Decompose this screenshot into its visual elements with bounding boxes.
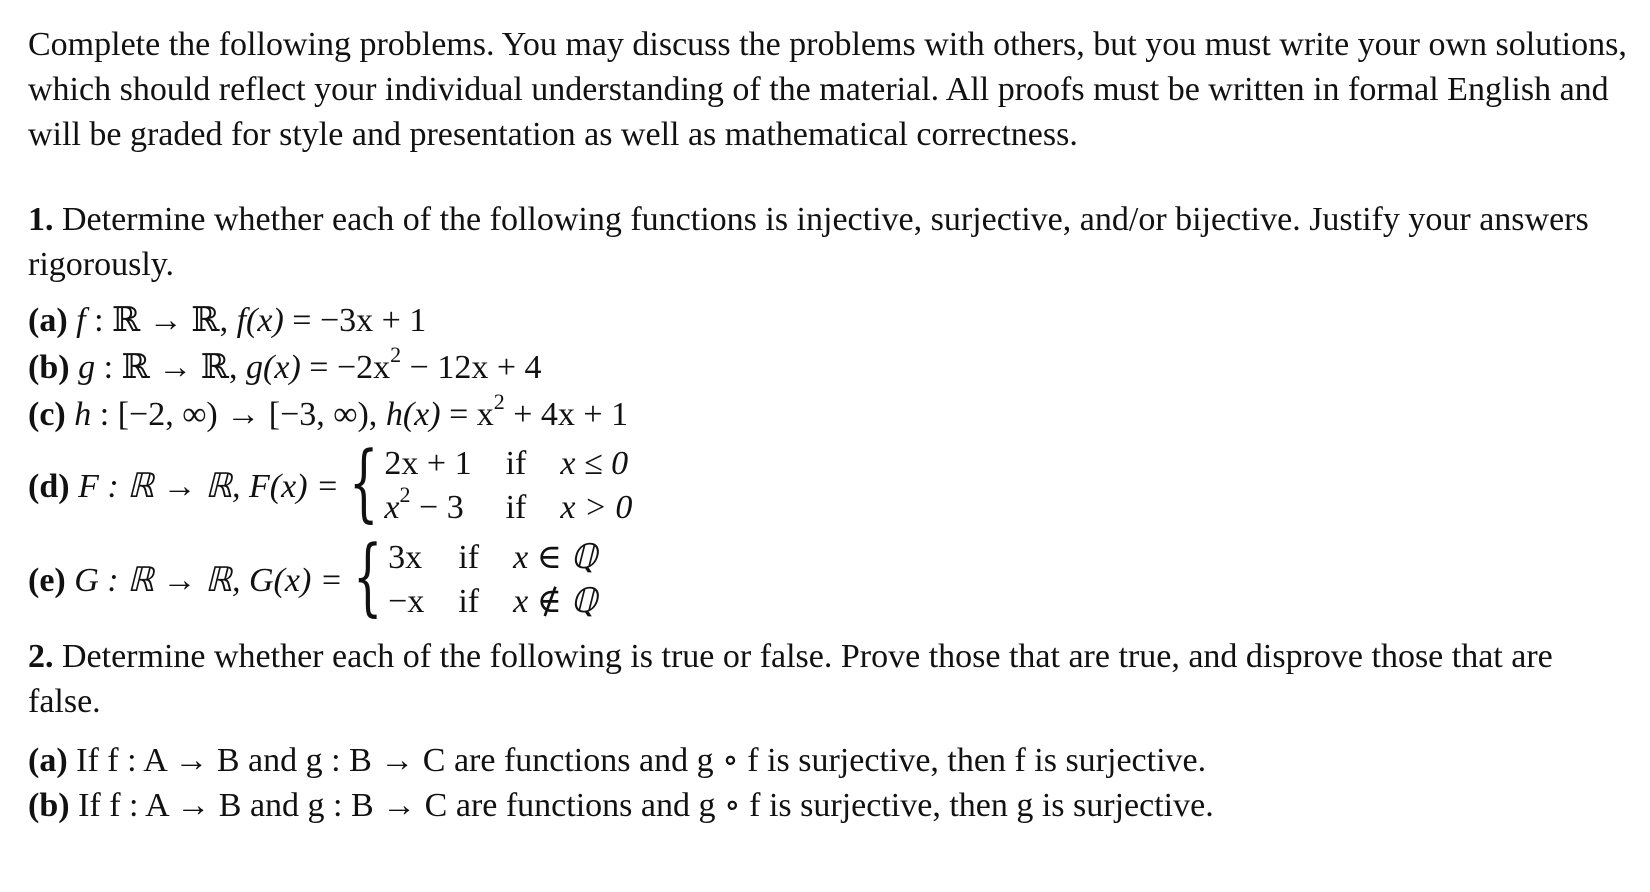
problem-1b-domain: : ℝ → ℝ, — [95, 349, 247, 386]
problem-1d-cases — [384, 442, 632, 530]
problem-1-text: Determine whether each of the following functions is injective, surjective, and/or bijective. Justify your answers rigorously. — [28, 201, 1589, 283]
problem-2b — [28, 783, 1628, 828]
problem-1d-case2-cond: x > 0 — [560, 489, 633, 526]
problem-1a-fname: f — [76, 302, 86, 339]
problem-2b-label: (b) — [28, 787, 70, 824]
problem-1c-exponent: 2 — [493, 388, 505, 414]
problem-1e-case1-cond: x ∈ ℚ — [513, 539, 598, 576]
problem-1c-hx: h(x) — [385, 396, 441, 433]
problem-1d-brace: { — [348, 433, 379, 531]
problem-2b-text: If f : A → B and g : B → C are functions and g ∘ f is surjective, then g is surjective. — [78, 787, 1214, 824]
problem-1e-head — [28, 560, 343, 600]
problem-1d-case2-base: x — [384, 489, 400, 526]
problem-2-text: Determine whether each of the following is true or false. Prove those that are true, and disprove those that are false. — [28, 638, 1553, 720]
problem-1d-label: (d) — [28, 468, 70, 505]
problem-1d-case1-if: if — [505, 445, 527, 482]
problem-1e-brace: { — [352, 527, 383, 625]
problem-1e-case2-if: if — [458, 583, 480, 620]
problem-1b-formula-2: − 12x + 4 — [401, 349, 542, 386]
problem-2a-label: (a) — [28, 742, 68, 779]
problem-1b-fname: g — [78, 349, 96, 386]
problem-1e — [28, 527, 1628, 625]
problem-1a-fx: f(x) — [236, 302, 284, 339]
problem-1e-cases — [388, 536, 597, 624]
problem-1d-definition: F : ℝ → ℝ, F(x) = — [78, 468, 339, 505]
problem-1-number: 1. — [28, 201, 54, 238]
problem-1b-formula-1: = −2x — [300, 349, 391, 386]
problem-1a-domain: : ℝ → ℝ, — [85, 302, 237, 339]
problem-1e-case1-expr: 3x — [388, 539, 423, 576]
problem-1c-fname: h — [74, 396, 92, 433]
problem-1b-exponent: 2 — [390, 341, 402, 367]
problem-1a-label: (a) — [28, 302, 68, 339]
problem-1d-case2-rest: − 3 — [410, 489, 464, 526]
problem-1e-label: (e) — [28, 562, 66, 599]
problem-1c-formula-2: + 4x + 1 — [504, 396, 629, 433]
problem-2a — [28, 738, 1628, 783]
problem-1c-label: (c) — [28, 396, 66, 433]
problem-1e-case2-cond: x ∉ ℚ — [513, 583, 598, 620]
problem-1a — [28, 297, 1628, 344]
problem-1b-label: (b) — [28, 349, 70, 386]
problem-1d — [28, 433, 1628, 531]
problem-2-number: 2. — [28, 638, 54, 675]
problem-2-statement — [28, 634, 1628, 724]
problem-1e-case2-expr: −x — [388, 583, 425, 620]
problem-1d-head — [28, 466, 339, 506]
intro-paragraph: Complete the following problems. You may discuss the problems with others, but you must write your own solutions, which should reflect your individual understanding of the material. All proofs must be written in formal English and will be graded for style and presentation as well as mathematical correctness. — [28, 26, 1627, 153]
problem-1e-case1-if: if — [458, 539, 480, 576]
document-page — [28, 22, 1628, 828]
problem-1b — [28, 341, 1628, 391]
problem-1c-domain: : [−2, ∞) → [−3, ∞), — [91, 396, 386, 433]
problem-1a-formula: = −3x + 1 — [283, 302, 427, 339]
problem-1d-case2-exponent: 2 — [399, 481, 411, 507]
problem-2-items — [28, 738, 1628, 828]
problem-1d-case2-if: if — [505, 489, 527, 526]
problem-1c-formula-1: = x — [440, 396, 494, 433]
problem-1b-gx: g(x) — [246, 349, 301, 386]
problem-1-statement — [28, 197, 1628, 287]
problem-1d-case1-expr: 2x + 1 — [384, 445, 472, 482]
problem-1e-definition: G : ℝ → ℝ, G(x) = — [74, 562, 343, 599]
problem-2a-text: If f : A → B and g : B → C are functions and g ∘ f is surjective, then f is surjective. — [76, 742, 1207, 779]
problem-1d-case2-expr — [384, 481, 471, 530]
problem-1d-case1-cond: x ≤ 0 — [560, 445, 629, 482]
problem-1c — [28, 388, 1628, 438]
